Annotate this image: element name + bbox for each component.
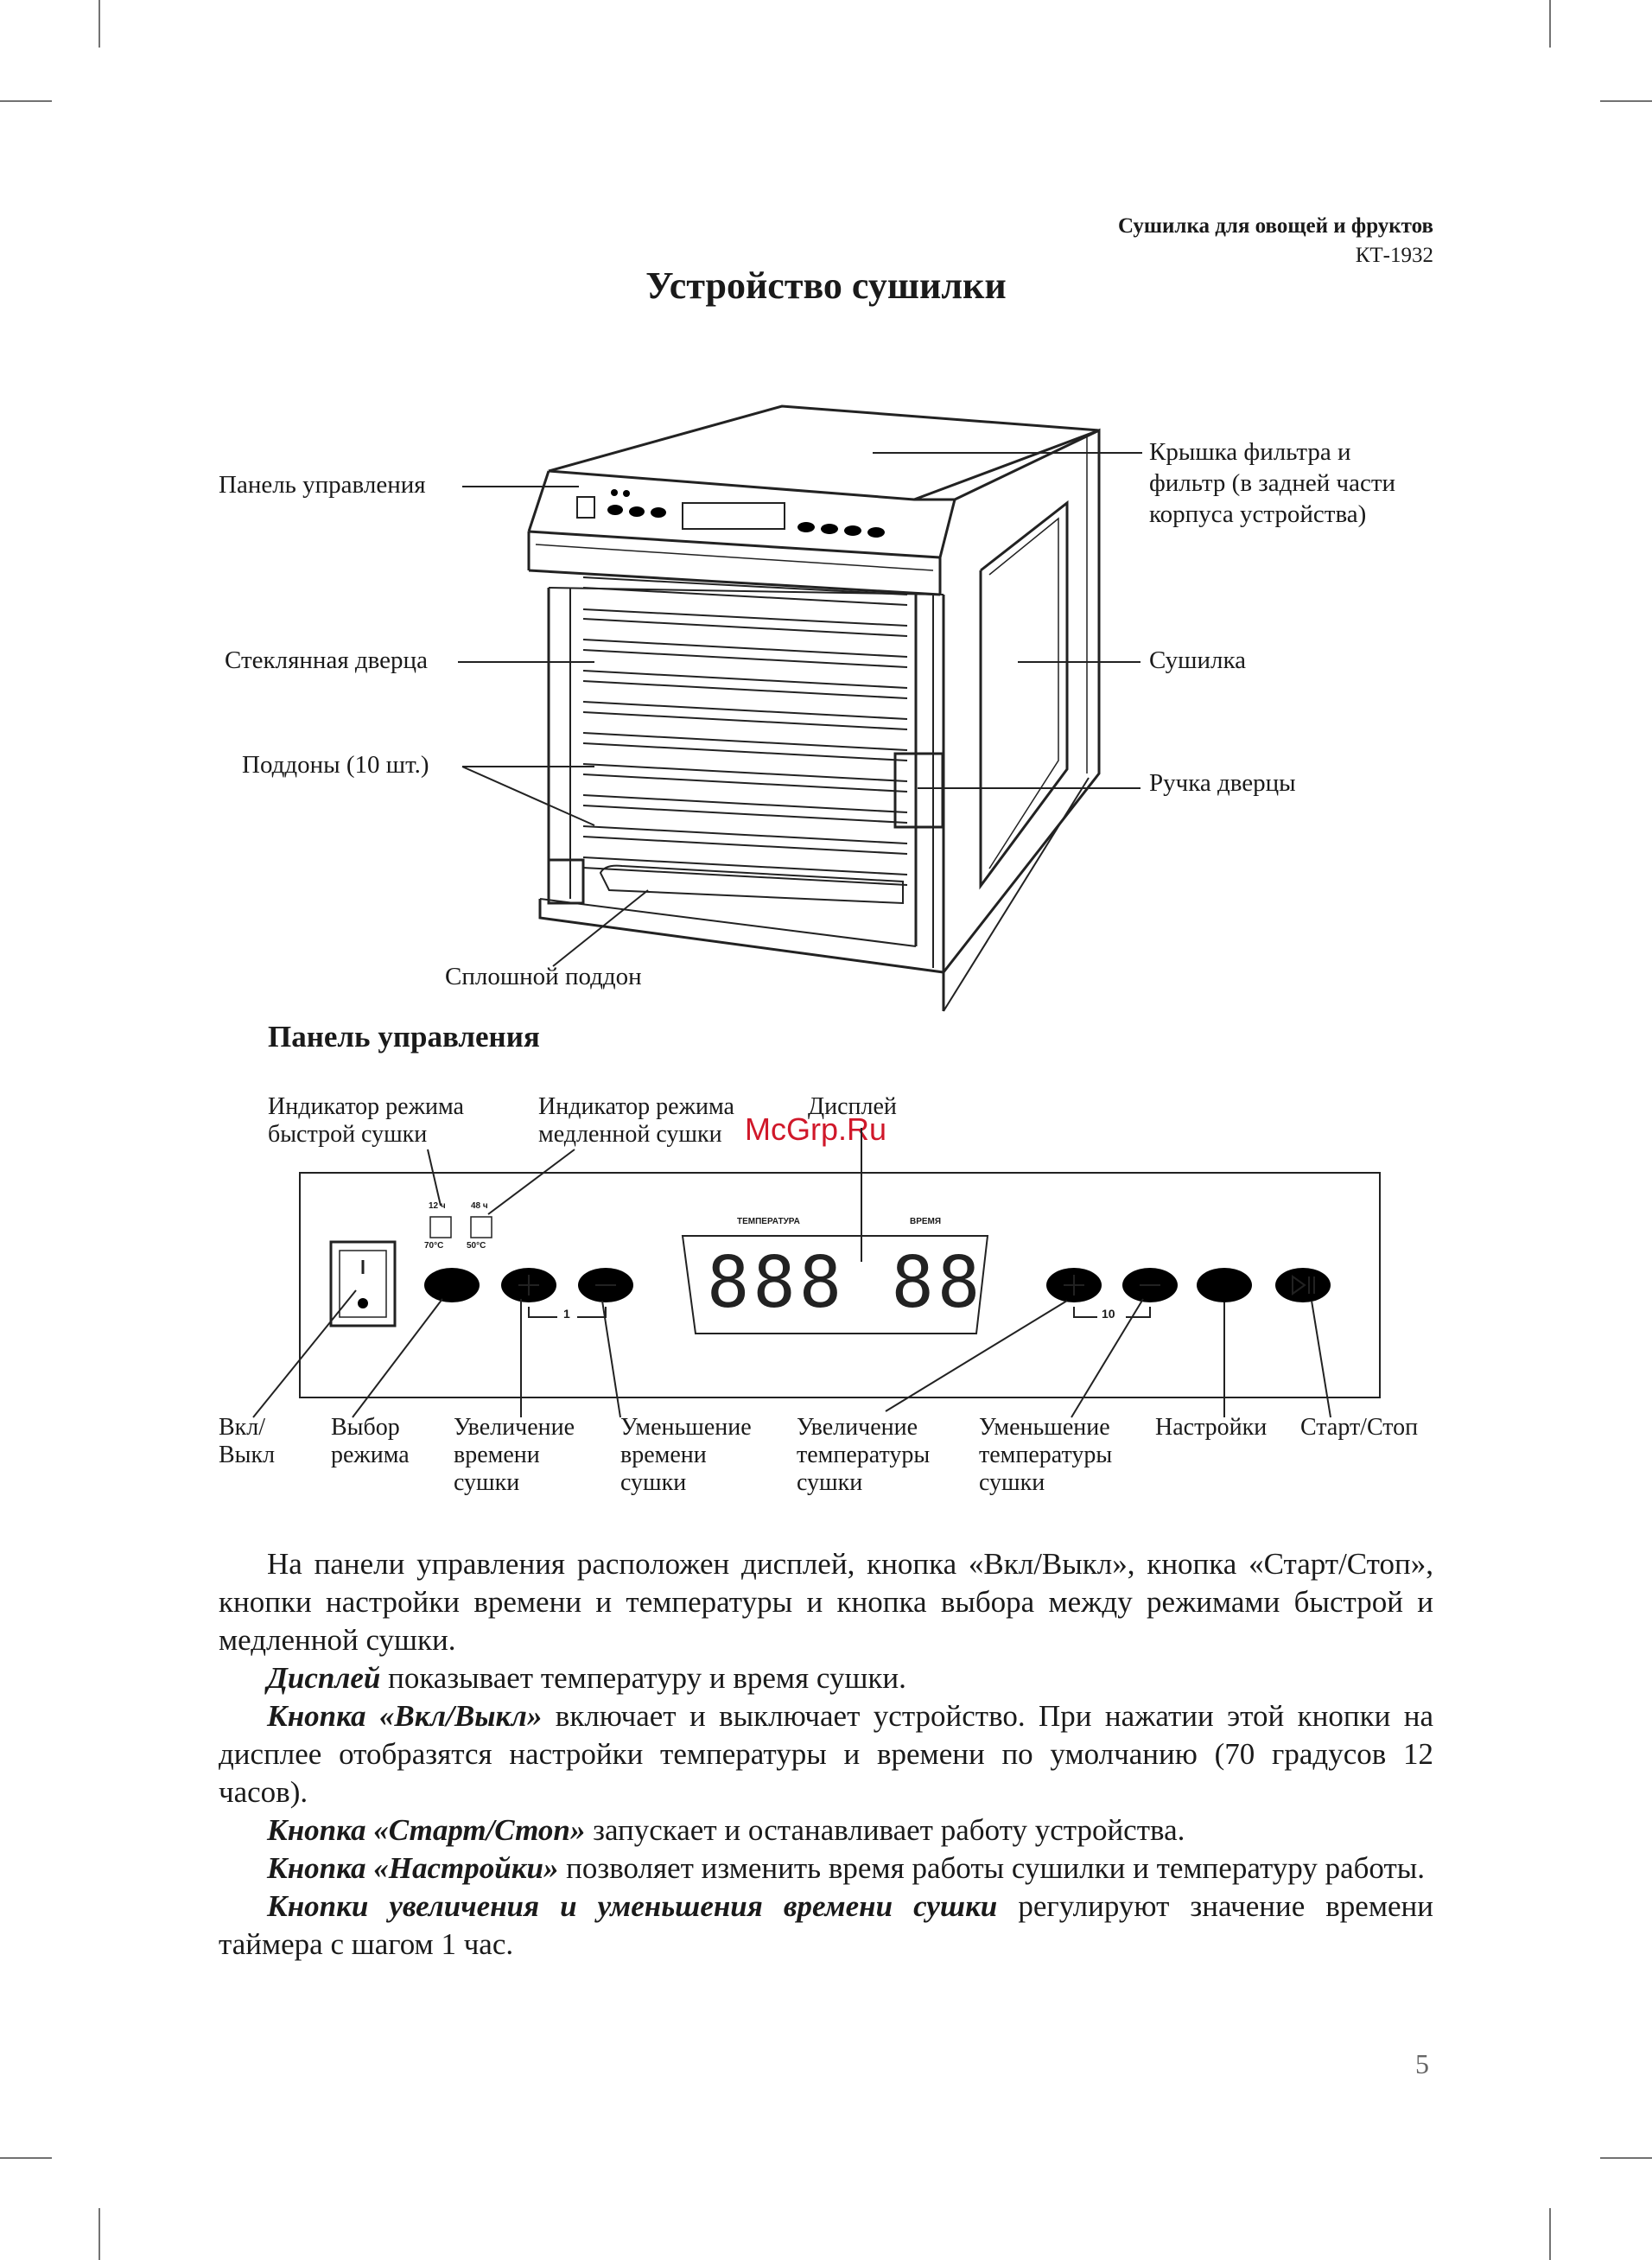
slow-temp-label: 50°С — [467, 1241, 486, 1251]
slow-time-label: 48 ч — [471, 1201, 488, 1211]
display-time-label: ВРЕМЯ — [910, 1217, 942, 1226]
label-display: Дисплей — [808, 1093, 897, 1120]
label-dryer: Сушилка — [1149, 646, 1246, 674]
label-trays: Поддоны (10 шт.) — [242, 751, 429, 779]
panel-section-title: Панель управления — [268, 1020, 540, 1054]
page-number: 5 — [1415, 2048, 1429, 2079]
power-switch-icon — [331, 1242, 395, 1326]
fast-temp-label: 70°С — [424, 1241, 444, 1251]
label-filter-cover: Крышка фильтра и фильтр (в задней части корпуса устройства) — [1149, 438, 1396, 528]
label-door-handle: Ручка дверцы — [1149, 769, 1296, 797]
display-temp-label: ТЕМПЕРАТУРА — [737, 1217, 800, 1226]
label-glass-door: Стеклянная дверца — [225, 646, 428, 674]
fast-time-label: 12 ч — [429, 1201, 446, 1211]
label-temp-up: Увеличение температуры сушки — [797, 1414, 931, 1496]
label-temp-down: Уменьшение температуры сушки — [979, 1414, 1113, 1496]
label-power: Вкл/ Выкл — [219, 1414, 276, 1468]
start-stop-icon — [1275, 1268, 1331, 1302]
label-control-panel: Панель управления — [219, 471, 426, 499]
header-product-title: Сушилка для овощей и фруктов — [1117, 214, 1433, 238]
label-mode: Выбор режима — [331, 1414, 410, 1468]
label-start-stop: Старт/Стоп — [1300, 1414, 1419, 1441]
temp-step-label: 10 — [1102, 1307, 1115, 1321]
watermark: McGrp.Ru — [745, 1111, 887, 1147]
paragraph: На панели управления расположен дисплей, кнопка «Вкл/Выкл», кнопка «Старт/Стоп», кнопки настройки времени и температуры и кнопка выбора между режимами быстрой и медленной сушки. — [219, 1547, 1433, 1657]
paragraph: Кнопки увеличения и уменьшения времени сушки регулируют значение времени таймера с шагом 1 час. — [219, 1889, 1433, 1961]
label-fast-indicator: Индикатор режима быстрой сушки — [268, 1093, 464, 1148]
time-step-label: 1 — [563, 1307, 570, 1321]
label-slow-indicator: Индикатор режима медленной сушки — [538, 1093, 734, 1148]
paragraph: Дисплей показывает температуру и время сушки. — [267, 1661, 906, 1695]
paragraph: Кнопка «Вкл/Выкл» включает и выключает устройство. При нажатии этой кнопки на дисплее отобразятся настройки температуры и времени по умолчанию (70 градусов 12 часов). — [219, 1699, 1433, 1809]
display-digits: 888 88 — [707, 1242, 984, 1324]
paragraph: Кнопка «Старт/Стоп» запускает и останавливает работу устройства. — [267, 1813, 1185, 1847]
page-title: Устройство сушилки — [645, 264, 1007, 307]
body-text — [219, 1545, 1433, 1964]
label-time-up: Увеличение времени сушки — [454, 1414, 575, 1496]
label-time-down: Уменьшение времени сушки — [620, 1414, 752, 1496]
label-settings: Настройки — [1155, 1414, 1268, 1441]
fast-indicator-icon — [430, 1217, 451, 1238]
label-solid-tray: Сплошной поддон — [445, 963, 642, 990]
slow-indicator-icon — [471, 1217, 492, 1238]
paragraph: Кнопка «Настройки» позволяет изменить время работы сушилки и температуру работы. — [267, 1851, 1426, 1885]
header-model: КТ-1932 — [1355, 244, 1433, 267]
